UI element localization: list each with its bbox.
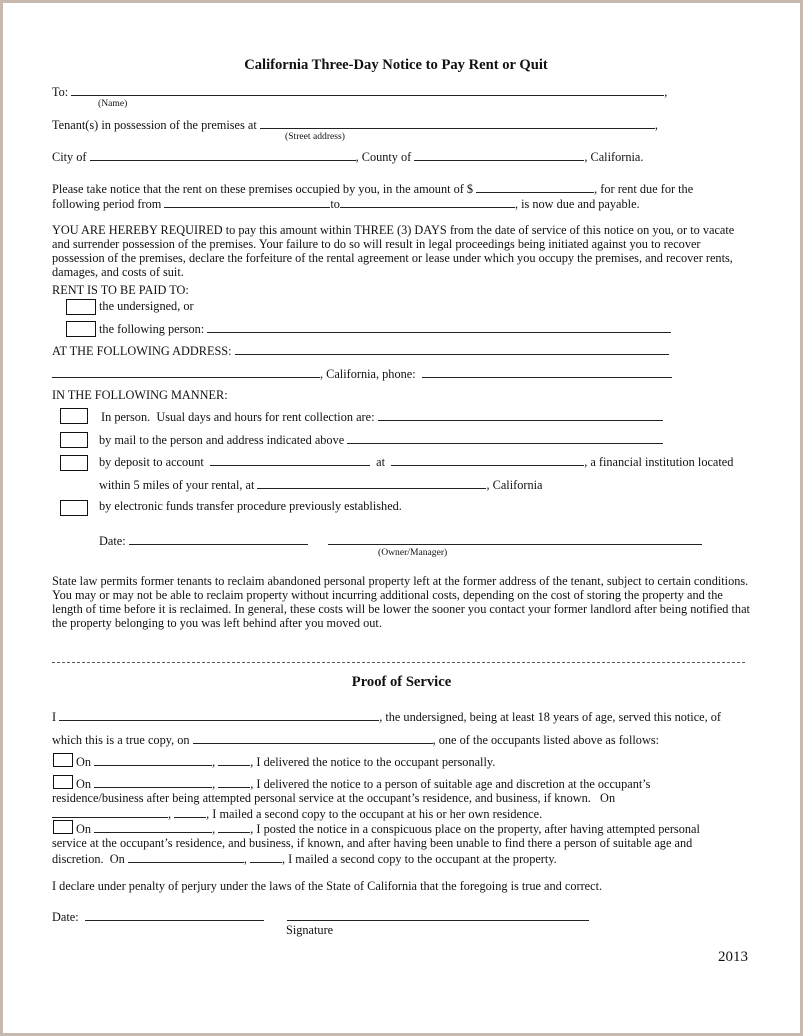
- comma: ,: [664, 85, 668, 99]
- phone-label: , California, phone:: [320, 367, 416, 381]
- address-row: [52, 343, 669, 358]
- financial-institution-text: , a financial institution located: [584, 455, 734, 469]
- proof-title: Proof of Service: [351, 674, 452, 690]
- comma: ,: [654, 118, 658, 132]
- posting-service-checkbox[interactable]: [53, 820, 73, 834]
- serve-2-mail-date-field[interactable]: [52, 806, 168, 818]
- in-person-text: In person. Usual days and hours for rent collection are:: [101, 410, 375, 424]
- signature-caption: Signature: [286, 923, 334, 937]
- address-label: AT THE FOLLOWING ADDRESS:: [52, 344, 232, 358]
- serve-3-date-field[interactable]: [94, 821, 212, 833]
- by-deposit-checkbox[interactable]: [60, 455, 88, 471]
- within-miles-text: within 5 miles of your rental, at: [99, 478, 255, 492]
- within-miles-row: [99, 477, 542, 492]
- notice-text: , is now due and payable.: [514, 197, 640, 211]
- electronic-text: by electronic funds transfer procedure previously established.: [99, 499, 402, 513]
- street-caption: (Street address): [285, 131, 345, 142]
- california-text: , California: [486, 478, 543, 492]
- city-row: [52, 149, 643, 164]
- proof-text: which this is a true copy, on: [52, 733, 190, 747]
- comma: ,: [168, 807, 172, 821]
- deposit-text: by deposit to account: [99, 455, 204, 469]
- serve-1-text: , I delivered the notice to the occupant personally.: [250, 755, 496, 769]
- to-word: to: [330, 197, 340, 211]
- serve-3-text: discretion. On: [52, 852, 125, 866]
- account-field[interactable]: [210, 454, 370, 466]
- server-signature-field[interactable]: [287, 909, 589, 921]
- address-city-field[interactable]: [52, 366, 320, 378]
- undersigned-checkbox[interactable]: [66, 299, 96, 315]
- date-label: Date:: [99, 534, 126, 548]
- mail-field[interactable]: [347, 432, 663, 444]
- notice-line-1: [52, 181, 693, 196]
- electronic-checkbox[interactable]: [60, 500, 88, 516]
- serve-2-line-3: [52, 806, 542, 821]
- owner-signature-field[interactable]: [328, 533, 702, 545]
- personal-service-checkbox[interactable]: [53, 753, 73, 767]
- by-mail-checkbox[interactable]: [60, 432, 88, 448]
- period-to-field[interactable]: [340, 196, 515, 208]
- county-label: , County of: [355, 150, 412, 164]
- declaration-text: I declare under penalty of perjury under the laws of the State of California that the foregoing is true and correct.: [52, 879, 603, 893]
- at-word: at: [376, 455, 386, 469]
- notice-text: Please take notice that the rent on these premises occupied by you, in the amount of $: [52, 182, 474, 196]
- serve-3-year-field[interactable]: [218, 821, 250, 833]
- deposit-row: [99, 454, 733, 469]
- following-person-field[interactable]: [207, 321, 671, 333]
- serve-3-line-3: [52, 851, 557, 866]
- document-title: California Three-Day Notice to Pay Rent or Quit: [244, 57, 548, 73]
- date-field[interactable]: [129, 533, 308, 545]
- owner-caption: (Owner/Manager): [378, 547, 448, 558]
- california-suffix: , California.: [584, 150, 644, 164]
- notice-text: following period from: [52, 197, 162, 211]
- manner-label: IN THE FOLLOWING MANNER:: [52, 388, 228, 402]
- option-undersigned: the undersigned, or: [99, 299, 194, 313]
- on-label: On: [76, 755, 92, 769]
- street-address-field[interactable]: [260, 117, 655, 129]
- address-field[interactable]: [235, 343, 669, 355]
- serve-3-row: [76, 821, 700, 836]
- rent-amount-field[interactable]: [476, 181, 594, 193]
- city-label: City of: [52, 150, 87, 164]
- rent-paid-to-label: RENT IS TO BE PAID TO:: [52, 283, 189, 297]
- county-field[interactable]: [414, 149, 584, 161]
- notice-text: , for rent due for the: [594, 182, 694, 196]
- phone-field[interactable]: [422, 366, 672, 378]
- server-name-field[interactable]: [59, 709, 379, 721]
- name-caption: (Name): [98, 98, 128, 109]
- tenants-row: [52, 117, 658, 132]
- cut-line: [52, 662, 745, 663]
- option-following-person: the following person:: [99, 322, 205, 336]
- date-label: Date:: [52, 910, 79, 924]
- document-page: [3, 3, 800, 1033]
- proof-line-2: [52, 732, 659, 747]
- to-label: To:: [52, 85, 69, 99]
- serve-2-line-2: residence/business after being attempted personal service at the occupant’s residence, and business, if known. On: [52, 791, 616, 805]
- date-row: [99, 533, 308, 548]
- comma: ,: [243, 852, 247, 866]
- tenant-name-field[interactable]: [71, 84, 664, 96]
- state-law-paragraph: State law permits former tenants to reclaim abandoned personal property left at the former address of the tenant, subject to certain conditions. You may or may not be able to reclaim property without incurring additional costs, depending on the cost of storing the property and the length of time before it is reclaimed. In general, these costs will be lower the sooner you contact your former landlord after being notified that the property belonging to you was left behind after you moved out.: [52, 574, 750, 630]
- proof-text: , one of the occupants listed above as follows:: [432, 733, 660, 747]
- serve-2-date-field[interactable]: [94, 776, 212, 788]
- served-on-field[interactable]: [193, 732, 433, 744]
- serve-3-text: , I posted the notice in a conspicuous place on the property, after having attempted personal: [250, 822, 700, 836]
- institution-location-field[interactable]: [257, 477, 486, 489]
- by-mail-row: [99, 432, 663, 447]
- comma: ,: [212, 777, 216, 791]
- proof-line-1: [52, 709, 721, 724]
- required-paragraph: YOU ARE HEREBY REQUIRED to pay this amount within THREE (3) DAYS from the date of service of this notice on you, or to vacate and surrender possession of the premises. Your failure to do so will result in legal proceedings being initiated against you to recover possession of the premises, declare the forfeiture of the rental agreement or lease under which you occupy the premises, and recover rents, damages, and costs of suit.: [52, 223, 735, 279]
- comma: ,: [212, 755, 216, 769]
- serve-2-year-field[interactable]: [218, 776, 250, 788]
- city-field[interactable]: [90, 149, 356, 161]
- serve-2-row: [76, 776, 650, 791]
- serve-3-text: , I mailed a second copy to the occupant at the property.: [281, 852, 557, 866]
- serve-1-year-field[interactable]: [218, 754, 250, 766]
- serve-3-mail-year-field[interactable]: [250, 851, 282, 863]
- in-person-checkbox[interactable]: [60, 408, 88, 424]
- institution-field[interactable]: [391, 454, 584, 466]
- collection-hours-field[interactable]: [378, 409, 663, 421]
- substituted-service-checkbox[interactable]: [53, 775, 73, 789]
- serve-1-row: [76, 754, 495, 769]
- period-from-field[interactable]: [164, 196, 330, 208]
- proof-date-field[interactable]: [85, 909, 264, 921]
- tenants-label: Tenant(s) in possession of the premises at: [52, 118, 257, 132]
- serve-3-line-2: service at the occupant’s residence, and business, if known, and after having been unable to find there a person of suitable age and: [52, 836, 693, 850]
- following-person-row: [99, 321, 671, 336]
- proof-date-row: [52, 909, 264, 924]
- notice-line-2: [52, 196, 640, 211]
- following-person-checkbox[interactable]: [66, 321, 96, 337]
- serve-3-mail-date-field[interactable]: [128, 851, 244, 863]
- form-year: 2013: [718, 949, 748, 965]
- comma: ,: [212, 822, 216, 836]
- serve-2-text: , I mailed a second copy to the occupant at his or her own residence.: [206, 807, 543, 821]
- serve-2-mail-year-field[interactable]: [174, 806, 206, 818]
- serve-2-text: , I delivered the notice to a person of suitable age and discretion at the occupant’s: [250, 777, 651, 791]
- proof-text: , the undersigned, being at least 18 years of age, served this notice, of: [379, 710, 722, 724]
- proof-i: I: [52, 710, 57, 724]
- on-label: On: [76, 777, 92, 791]
- by-mail-text: by mail to the person and address indicated above: [99, 433, 345, 447]
- on-label: On: [76, 822, 92, 836]
- to-row: [52, 84, 667, 99]
- phone-row: [52, 366, 672, 381]
- serve-1-date-field[interactable]: [94, 754, 212, 766]
- in-person-row: [101, 409, 663, 424]
